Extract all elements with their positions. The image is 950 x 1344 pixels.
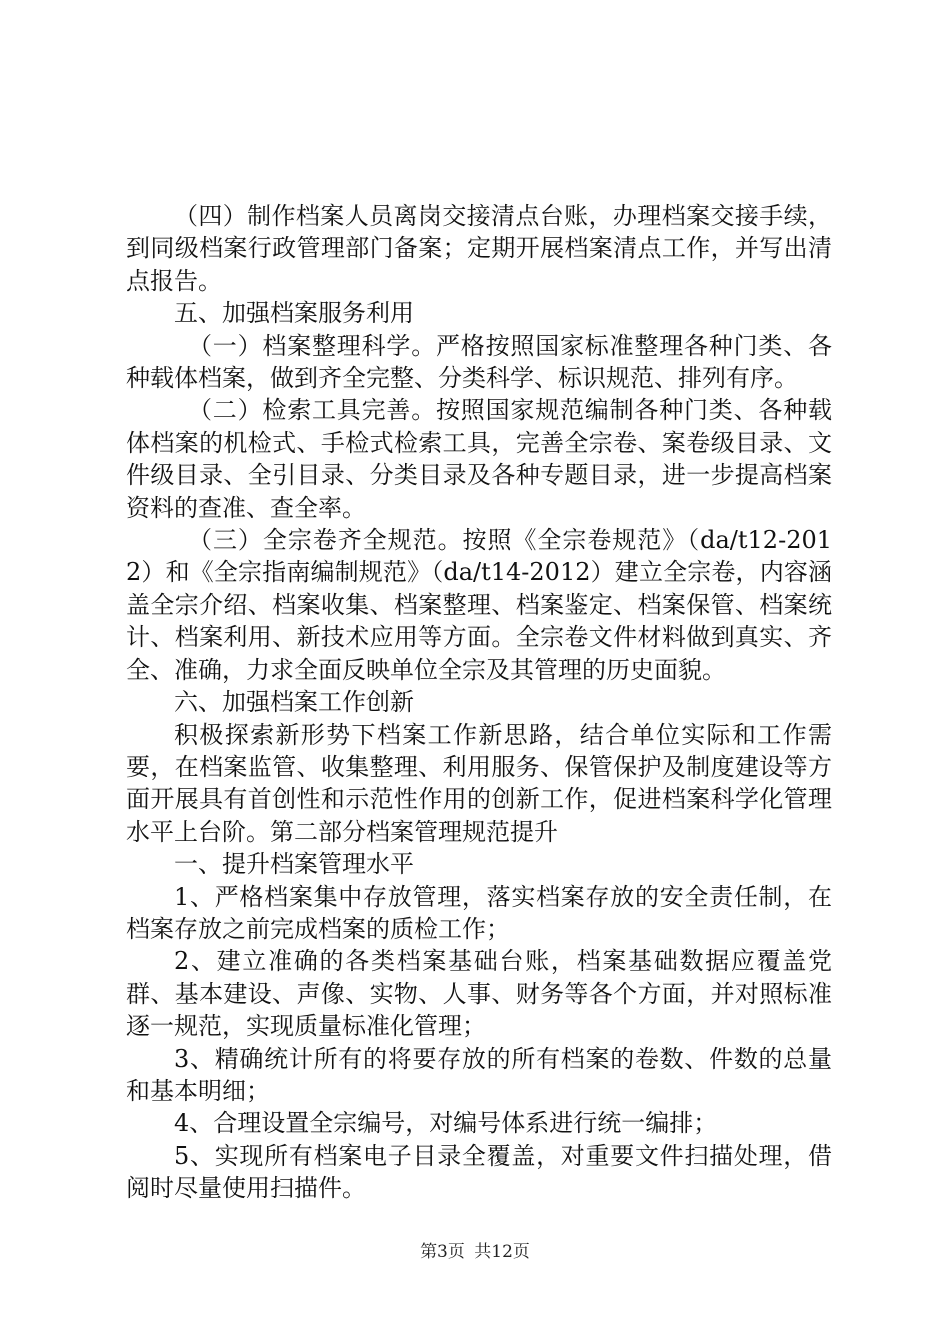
section-heading-six: 六、加强档案工作创新 [174, 688, 414, 717]
list-item-4: 4、合理设置全宗编号，对编号体系进行统一编排； [174, 1109, 718, 1138]
list-item-5: 5、实现所有档案电子目录全覆盖，对重要文件扫描处理，借阅时尽量使用扫描件。 [126, 1141, 832, 1203]
list-item-3: 3、精确统计所有的将要存放的所有档案的卷数、件数的总量和基本明细； [126, 1044, 832, 1105]
paragraph-retrieval: （二）检索工具完善。按照国家规范编制各种门类、各种载体档案的机检式、手检式检索工具，完善全宗卷、案卷级目录、文件级目录、全引目录、分类目录及各种专题目录，进一步提高档案资料的查准、查全率。 [126, 396, 832, 522]
section-heading-five: 五、加强档案服务利用 [174, 299, 414, 328]
paragraph-fonds-volume: （三）全宗卷齐全规范。按照《全宗卷规范》（da/t12-2012）和《全宗指南编制规范》（da/t14-2012）建立全宗卷，内容涵盖全宗介绍、档案收集、档案整理、档案鉴定、档案保管、档案统计、档案利用、新技术应用等方面。全宗卷文件材料做到真实、齐全、准确，力求全面反映单位全宗及其管理的历史面貌。 [126, 526, 832, 684]
paragraph-handover: （四）制作档案人员离岗交接清点台账，办理档案交接手续，到同级档案行政管理部门备案；定期开展档案清点工作，并写出清点报告。 [126, 202, 832, 295]
list-item-2: 2、建立准确的各类档案基础台账，档案基础数据应覆盖党群、基本建设、声像、实物、人事、财务等各个方面，并对照标准逐一规范，实现质量标准化管理； [126, 947, 832, 1041]
page-footer [0, 1240, 950, 1264]
paragraph-innovation: 积极探索新形势下档案工作新思路，结合单位实际和工作需要，在档案监管、收集整理、利用服务、保管保护及制度建设等方面开展具有首创性和示范性作用的创新工作，促进档案科学化管理水平上台阶。第二部分档案管理规范提升 [126, 720, 832, 846]
paragraph-organize: （一）档案整理科学。严格按照国家标准整理各种门类、各种载体档案，做到齐全完整、分类科学、标识规范、排列有序。 [126, 331, 832, 393]
list-item-1: 1、严格档案集中存放管理，落实档案存放的安全责任制，在档案存放之前完成档案的质检工作； [126, 882, 832, 943]
section-heading-one: 一、提升档案管理水平 [174, 850, 414, 879]
document-body [126, 200, 832, 1205]
total-pages: 共12页 [474, 1242, 530, 1262]
page-number: 第3页 [420, 1242, 465, 1262]
